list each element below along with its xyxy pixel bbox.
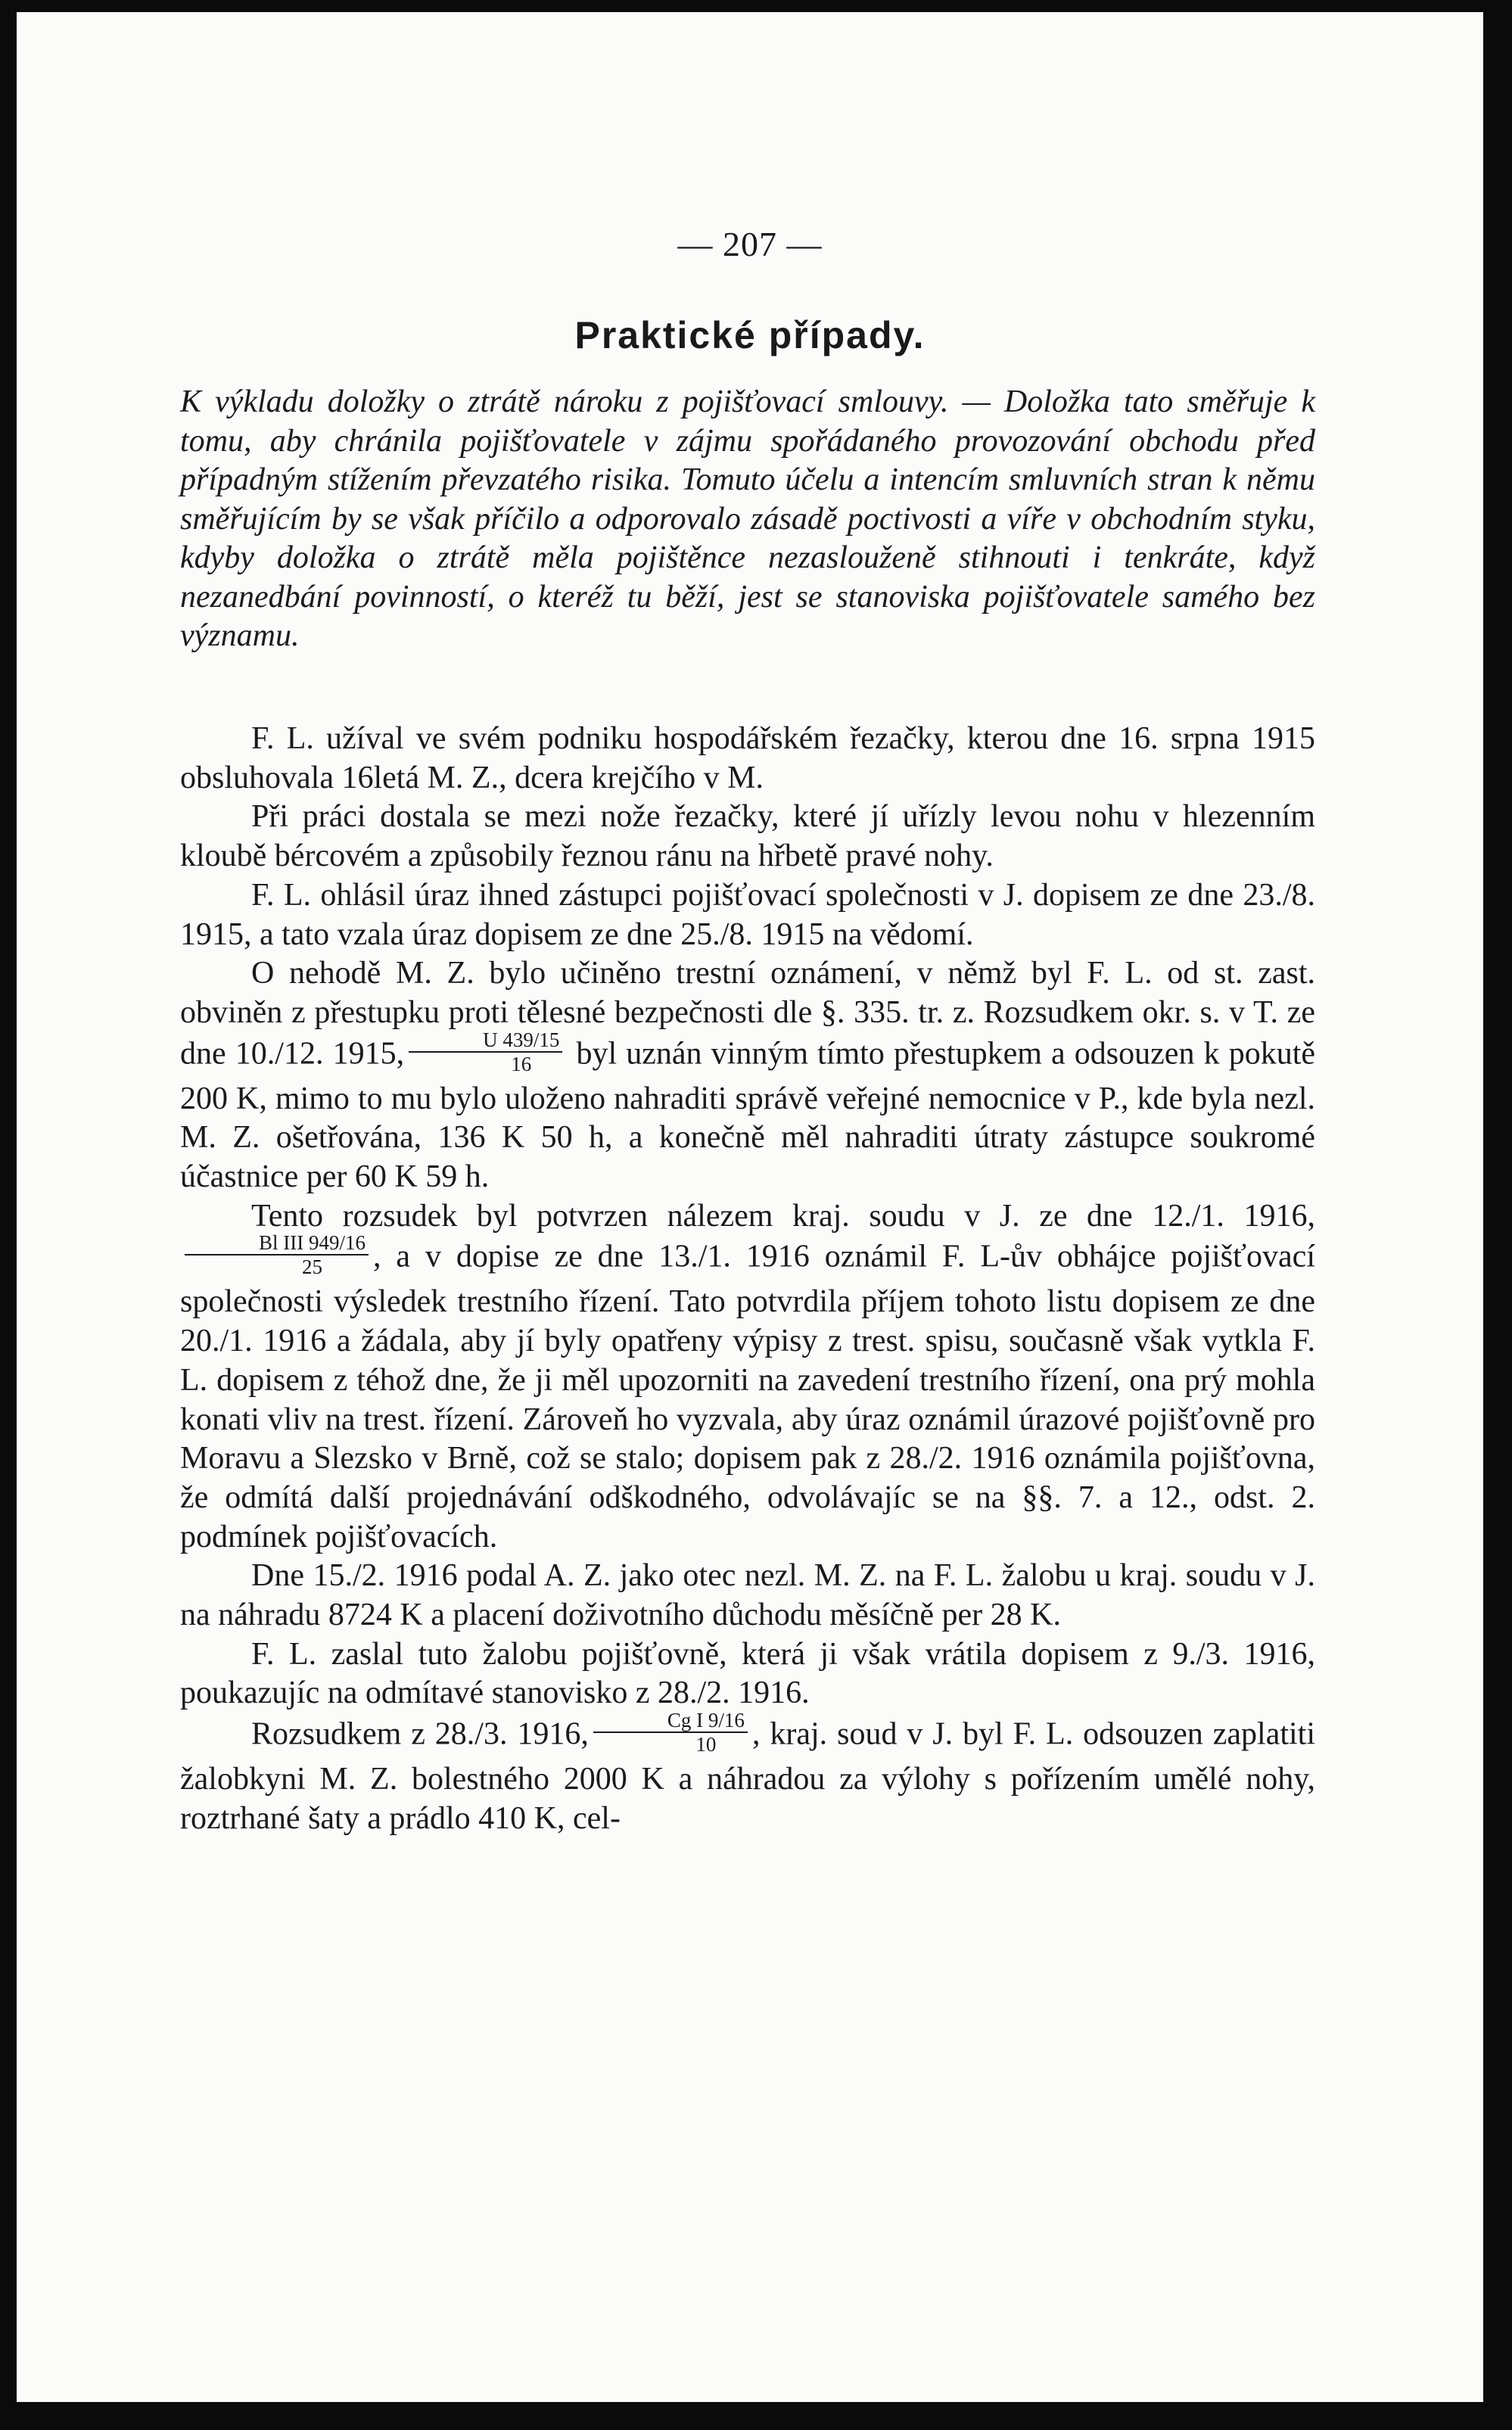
paragraph-text: , a v dopise ze dne 13./1. 1916 oznámil F. L-ův obhájce pojišťovací společnosti výsledek trestního řízení. Tato potvrdila příjem tohoto listu dopisem ze dne 20./1. 1916 a žádala, aby jí byly opatřeny výpisy z trest. spisu, současně však vytkla F. L. dopisem z téhož dne, že ji měl upozorniti na zavedení trestního řízení, ona prý mohla konati vliv na trest. řízení. Zároveň ho vyzvala, aby úraz oznámil úrazové pojišťovně pro Moravu a Slezsko v Brně, což se stalo; dopisem pak z 28./2. 1916 oznámila pojišťovna, že odmítá další projednávání odškodného, odvolávajíc se na §§. 7. a 12., odst. 2. podmínek pojišťovacích. xyxy=(180,1240,1315,1554)
fraction-denominator: 16 xyxy=(511,1052,532,1075)
fraction-numerator: Bl III 949/16 xyxy=(185,1231,369,1255)
paragraph: F. L. užíval ve svém podniku hospodářském řezačky, kterou dne 16. srpna 1915 obsluhovala 16letá M. Z., dcera krejčího v M. xyxy=(180,721,1315,795)
fraction-denominator: 25 xyxy=(302,1255,322,1279)
case-reference-fraction xyxy=(593,1709,748,1756)
paragraph xyxy=(180,1709,1316,1838)
paragraph: F. L. ohlásil úraz ihned zástupci pojišťovací společnosti v J. dopisem ze dne 23./8. 1915, a tato vzala úraz dopisem ze dne 25./8. 1915 na vědomí. xyxy=(180,877,1315,952)
paragraph-text: byl uznán vinným tímto přestupkem a odsouzen k pokutě 200 K, mimo to mu bylo uloženo nahraditi správě veřejné nemocnice v P., kde byla nezl. M. Z. ošetřována, 136 K 50 h, a konečně měl nahraditi útraty zástupce soukromé účastnice per 60 K 59 h. xyxy=(180,1036,1316,1195)
case-text xyxy=(180,720,1315,1839)
paragraph: F. L. zaslal tuto žalobu pojišťovně, která ji však vrátila dopisem z 9./3. 1916, poukazujíc na odmítavé stanovisko z 28./2. 1916. xyxy=(180,1636,1315,1711)
paragraph: Při práci dostala se mezi nože řezačky, které jí uřízly levou nohu v hlezenním kloubě bércovém a způsobily řeznou ránu na hřbetě pravé nohy. xyxy=(180,799,1315,874)
paragraph-text: , kraj. soud v J. byl F. L. odsouzen zaplatiti žalobkyni M. Z. bolestného 2000 K a náhradou za výlohy s pořízením umělé nohy, roztrhané šaty a prádlo 410 K, cel- xyxy=(180,1716,1316,1836)
paragraph xyxy=(180,1197,1315,1557)
page-number: — 207 — xyxy=(677,225,823,263)
case-reference-fraction xyxy=(409,1028,562,1075)
book-page xyxy=(17,12,1483,2402)
fraction-denominator: 10 xyxy=(695,1733,717,1756)
summary-paragraph: K výkladu doložky o ztrátě nároku z pojišťovací smlouvy. — Doložka tato směřuje k tomu, aby chránila pojišťovatele v zájmu spořádaného provozování obchodu před případným stížením převzatého risika. Tomuto účelu a intencím smluvních stran k němu směřujícím by se však příčilo a odporovalo zásadě poctivosti a víře v obchodním styku, kdyby doložka o ztrátě měla pojištěnce nezaslouženě stihnouti i tenkráte, když nezanedbání povinností, o kteréž tu běží, jest se stanoviska pojišťovatele samého bez významu. xyxy=(180,384,1315,653)
paragraph: Dne 15./2. 1916 podal A. Z. jako otec nezl. M. Z. na F. L. žalobu u kraj. soudu v J. na náhradu 8724 K a placení doživotního důchodu měsíčně per 28 K. xyxy=(180,1558,1315,1633)
paragraph xyxy=(180,954,1315,1197)
paragraph-text: Tento rozsudek byl potvrzen nálezem kraj. soudu v J. ze dne 12./1. 1916, xyxy=(251,1198,1315,1234)
paragraph-text: O nehodě M. Z. bylo učiněno trestní oznámení, v němž byl F. L. od st. zast. obviněn z přestupku proti tělesné bezpečnosti dle §. 335. tr. z. Rozsudkem okr. s. v T. ze dne 10./12. 1915, xyxy=(180,956,1315,1072)
paragraph-text: Rozsudkem z 28./3. 1916, xyxy=(251,1716,589,1752)
fraction-numerator: Cg I 9/16 xyxy=(593,1709,748,1733)
case-reference-fraction xyxy=(185,1231,369,1278)
fraction-numerator: U 439/15 xyxy=(409,1028,562,1053)
section-title: Praktické případy. xyxy=(574,314,926,356)
